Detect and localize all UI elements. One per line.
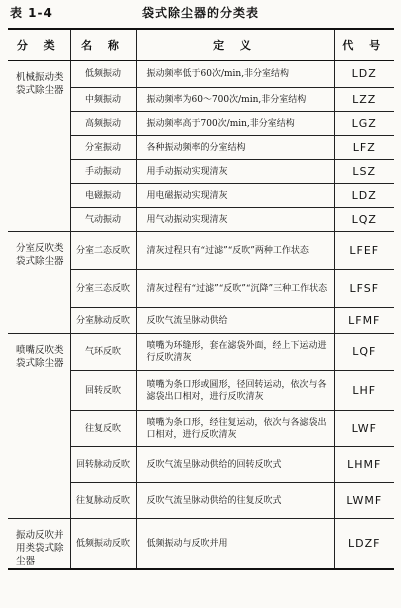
classification-table: [8, 28, 394, 570]
header-definition: 定 义: [136, 29, 334, 61]
code-cell: LHMF: [334, 447, 394, 483]
definition-cell: 喷嘴为环缝形，套在滤袋外面，经上下运动进行反吹清灰: [136, 334, 334, 371]
definition-cell: 清灰过程只有“过滤”“反吹”两种工作状态: [136, 232, 334, 270]
table-caption: [0, 4, 401, 24]
code-cell: LZZ: [334, 88, 394, 112]
code-cell: LHF: [334, 371, 394, 411]
name-cell: 分室二态反吹: [70, 232, 136, 270]
category-cell: 分室反吹类袋式除尘器: [8, 232, 70, 334]
definition-cell: 用手动振动实现清灰: [136, 160, 334, 184]
code-cell: LDZ: [334, 184, 394, 208]
definition-cell: 振动频率低于60次/min,非分室结构: [136, 61, 334, 88]
definition-cell: 振动频率为60～700次/min,非分室结构: [136, 88, 334, 112]
table-number: 表 1-4: [10, 6, 53, 20]
table-row: [8, 334, 394, 371]
definition-cell: 反吹气流呈脉动供给: [136, 308, 334, 334]
table-row: [8, 519, 394, 570]
name-cell: 电磁振动: [70, 184, 136, 208]
code-cell: LWMF: [334, 483, 394, 519]
code-cell: LDZ: [334, 61, 394, 88]
table-row: [8, 232, 394, 270]
name-cell: 手动振动: [70, 160, 136, 184]
category-cell: 机械振动类袋式除尘器: [8, 61, 70, 232]
code-cell: LDZF: [334, 519, 394, 570]
name-cell: 回转脉动反吹: [70, 447, 136, 483]
code-cell: LWF: [334, 411, 394, 447]
name-cell: 低频振动: [70, 61, 136, 88]
name-cell: 气环反吹: [70, 334, 136, 371]
definition-cell: 反吹气流呈脉动供给的往复反吹式: [136, 483, 334, 519]
code-cell: LSZ: [334, 160, 394, 184]
definition-cell: 振动频率高于700次/min,非分室结构: [136, 112, 334, 136]
header-row: [8, 29, 394, 61]
code-cell: LFMF: [334, 308, 394, 334]
category-cell: 振动反吹并用类袋式除尘器: [8, 519, 70, 570]
code-cell: LFEF: [334, 232, 394, 270]
code-cell: LFZ: [334, 136, 394, 160]
name-cell: 气动振动: [70, 208, 136, 232]
definition-cell: 清灰过程有“过滤”“反吹”“沉降”三种工作状态: [136, 270, 334, 308]
name-cell: 回转反吹: [70, 371, 136, 411]
definition-cell: 喷嘴为条口形，经往复运动，依次与各滤袋出口相对，进行反吹清灰: [136, 411, 334, 447]
code-cell: LQF: [334, 334, 394, 371]
name-cell: 分室振动: [70, 136, 136, 160]
table-row: [8, 61, 394, 88]
name-cell: 分室脉动反吹: [70, 308, 136, 334]
definition-cell: 反吹气流呈脉动供给的回转反吹式: [136, 447, 334, 483]
header-name: 名 称: [70, 29, 136, 61]
code-cell: LQZ: [334, 208, 394, 232]
name-cell: 中频振动: [70, 88, 136, 112]
name-cell: 往复反吹: [70, 411, 136, 447]
header-category: 分 类: [8, 29, 70, 61]
category-cell: 喷嘴反吹类袋式除尘器: [8, 334, 70, 519]
name-cell: 高频振动: [70, 112, 136, 136]
code-cell: LGZ: [334, 112, 394, 136]
definition-cell: 用电磁振动实现清灰: [136, 184, 334, 208]
header-code: 代 号: [334, 29, 394, 61]
name-cell: 低频振动反吹: [70, 519, 136, 570]
code-cell: LFSF: [334, 270, 394, 308]
name-cell: 分室三态反吹: [70, 270, 136, 308]
table-body: [8, 61, 394, 570]
definition-cell: 低频振动与反吹并用: [136, 519, 334, 570]
definition-cell: 喷嘴为条口形或圆形，径回转运动，依次与各滤袋出口相对，进行反吹清灰: [136, 371, 334, 411]
definition-cell: 用气动振动实现清灰: [136, 208, 334, 232]
definition-cell: 各种振动频率的分室结构: [136, 136, 334, 160]
name-cell: 往复脉动反吹: [70, 483, 136, 519]
table-title: 袋式除尘器的分类表: [141, 6, 259, 20]
